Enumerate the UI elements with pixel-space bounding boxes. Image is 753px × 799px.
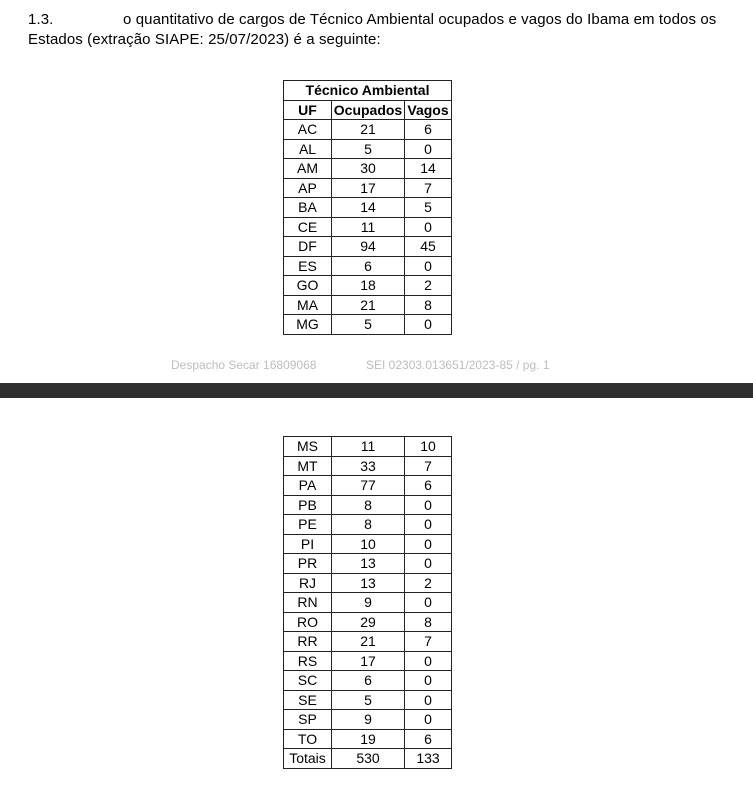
table-row: [284, 632, 452, 652]
cell-vagos: 0: [405, 690, 452, 710]
cell-uf: RR: [284, 632, 332, 652]
table-row: [284, 729, 452, 749]
cell-vagos: 0: [405, 256, 452, 276]
cell-uf: PA: [284, 476, 332, 496]
cell-uf: SE: [284, 690, 332, 710]
table-row: [284, 120, 452, 140]
cell-vagos: 14: [405, 159, 452, 179]
table-row: [284, 710, 452, 730]
cell-uf: RO: [284, 612, 332, 632]
table-row: [284, 456, 452, 476]
cell-vagos: 0: [405, 515, 452, 535]
cell-uf: AM: [284, 159, 332, 179]
cell-ocupados: 29: [332, 612, 405, 632]
table-row: [284, 515, 452, 535]
cell-vagos: 2: [405, 276, 452, 296]
table-row: [284, 139, 452, 159]
table-row: [284, 237, 452, 257]
cell-vagos: 6: [405, 120, 452, 140]
cell-vagos: 5: [405, 198, 452, 218]
cell-ocupados: 9: [332, 710, 405, 730]
cell-uf: AL: [284, 139, 332, 159]
cell-ocupados: 13: [332, 554, 405, 574]
cell-vagos: 0: [405, 534, 452, 554]
table-row: [284, 534, 452, 554]
header-ocupados: Ocupados: [332, 100, 405, 120]
cell-uf: MG: [284, 315, 332, 335]
table-row: [284, 437, 452, 457]
table-row: [284, 476, 452, 496]
table-row: [284, 593, 452, 613]
cell-ocupados: 11: [332, 217, 405, 237]
cell-ocupados: 30: [332, 159, 405, 179]
cell-vagos: 0: [405, 217, 452, 237]
cell-uf: PR: [284, 554, 332, 574]
header-uf: UF: [284, 100, 332, 120]
tecnico-ambiental-table-part1: [283, 80, 452, 335]
cell-ocupados: 5: [332, 139, 405, 159]
table-row: [284, 178, 452, 198]
cell-vagos: 7: [405, 178, 452, 198]
cell-ocupados: 10: [332, 534, 405, 554]
table-row: [284, 612, 452, 632]
cell-ocupados: 9: [332, 593, 405, 613]
table-row: [284, 671, 452, 691]
cell-uf: SP: [284, 710, 332, 730]
tecnico-ambiental-table-part2: [283, 436, 452, 769]
cell-ocupados: 94: [332, 237, 405, 257]
cell-ocupados: 21: [332, 632, 405, 652]
cell-vagos: 2: [405, 573, 452, 593]
cell-vagos: 0: [405, 651, 452, 671]
cell-ocupados: 8: [332, 515, 405, 535]
cell-ocupados: 5: [332, 690, 405, 710]
cell-ocupados: 19: [332, 729, 405, 749]
cell-ocupados: 17: [332, 651, 405, 671]
cell-vagos: 0: [405, 139, 452, 159]
footer-sei-reference: SEI 02303.013651/2023-85 / pg. 1: [366, 358, 550, 372]
cell-uf: CE: [284, 217, 332, 237]
cell-uf: MT: [284, 456, 332, 476]
cell-ocupados: 77: [332, 476, 405, 496]
cell-uf: AP: [284, 178, 332, 198]
cell-ocupados: 14: [332, 198, 405, 218]
cell-uf: GO: [284, 276, 332, 296]
cell-vagos: 8: [405, 295, 452, 315]
cell-uf: TO: [284, 729, 332, 749]
cell-vagos: 0: [405, 495, 452, 515]
cell-uf: RN: [284, 593, 332, 613]
header-vagos: Vagos: [405, 100, 452, 120]
table-row: [284, 276, 452, 296]
table-row: [284, 651, 452, 671]
cell-uf: PE: [284, 515, 332, 535]
cell-ocupados: 13: [332, 573, 405, 593]
table-row: [284, 159, 452, 179]
cell-vagos: 45: [405, 237, 452, 257]
cell-uf: AC: [284, 120, 332, 140]
table-row: [284, 495, 452, 515]
paragraph-text-line1: o quantitativo de cargos de Técnico Ambiental ocupados e vagos do Ibama em todos os: [123, 11, 717, 28]
table-row: [284, 295, 452, 315]
table-row: [284, 198, 452, 218]
table-row: [284, 315, 452, 335]
totals-label: Totais: [284, 749, 332, 769]
cell-uf: RJ: [284, 573, 332, 593]
cell-uf: MA: [284, 295, 332, 315]
table-title: Técnico Ambiental: [284, 81, 452, 101]
cell-uf: BA: [284, 198, 332, 218]
cell-vagos: 8: [405, 612, 452, 632]
cell-vagos: 7: [405, 456, 452, 476]
cell-uf: SC: [284, 671, 332, 691]
paragraph-1-3: [28, 10, 728, 50]
cell-ocupados: 6: [332, 256, 405, 276]
cell-uf: PI: [284, 534, 332, 554]
cell-vagos: 10: [405, 437, 452, 457]
totals-vagos: 133: [405, 749, 452, 769]
cell-uf: PB: [284, 495, 332, 515]
cell-ocupados: 18: [332, 276, 405, 296]
cell-vagos: 0: [405, 554, 452, 574]
table-row: [284, 256, 452, 276]
cell-ocupados: 6: [332, 671, 405, 691]
table-row: [284, 554, 452, 574]
paragraph-text-line2: Estados (extração SIAPE: 25/07/2023) é a seguinte:: [28, 31, 381, 48]
table-row: [284, 217, 452, 237]
footer-despacho: Despacho Secar 16809068: [171, 358, 317, 372]
cell-ocupados: 11: [332, 437, 405, 457]
cell-vagos: 0: [405, 593, 452, 613]
cell-vagos: 6: [405, 729, 452, 749]
table-row: [284, 573, 452, 593]
cell-uf: MS: [284, 437, 332, 457]
table-row: [284, 690, 452, 710]
cell-uf: RS: [284, 651, 332, 671]
cell-ocupados: 17: [332, 178, 405, 198]
cell-vagos: 0: [405, 671, 452, 691]
cell-vagos: 6: [405, 476, 452, 496]
cell-uf: DF: [284, 237, 332, 257]
cell-ocupados: 8: [332, 495, 405, 515]
cell-ocupados: 21: [332, 295, 405, 315]
cell-vagos: 0: [405, 710, 452, 730]
cell-ocupados: 5: [332, 315, 405, 335]
page-separator: [0, 383, 753, 398]
cell-ocupados: 33: [332, 456, 405, 476]
cell-ocupados: 21: [332, 120, 405, 140]
paragraph-number: 1.3.: [28, 11, 54, 28]
totals-ocupados: 530: [332, 749, 405, 769]
totals-row: [284, 749, 452, 769]
cell-vagos: 0: [405, 315, 452, 335]
cell-uf: ES: [284, 256, 332, 276]
cell-vagos: 7: [405, 632, 452, 652]
document-page-1: [0, 0, 753, 383]
